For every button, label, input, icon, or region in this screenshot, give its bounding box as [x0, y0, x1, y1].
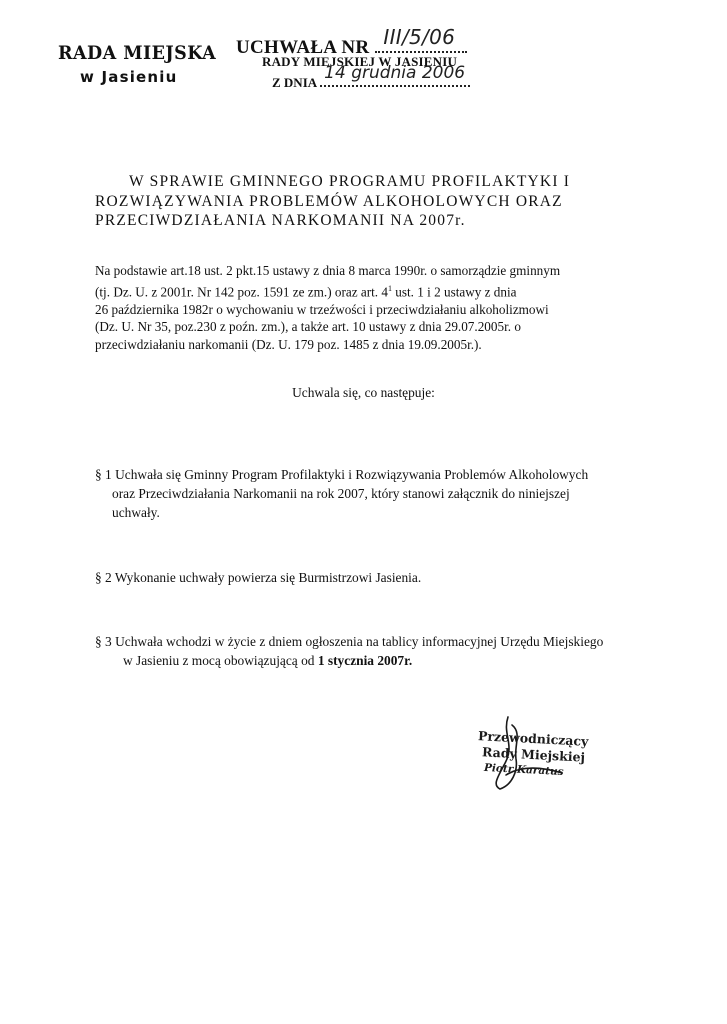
preamble-line-2: [95, 280, 635, 301]
signature-name: Piotr Karatus: [483, 761, 564, 779]
council-stamp-line2: w Jasieniu: [80, 68, 178, 86]
paragraph-3-line-2a: w Jasieniu z mocą obowiązującą od: [123, 653, 318, 668]
handwritten-signature-icon: [472, 715, 592, 795]
subject-line-1: W SPRAWIE GMINNEGO PROGRAMU PROFILAKTYKI I: [129, 173, 571, 190]
resolves-heading: Uchwala się, co następuje:: [292, 385, 435, 400]
paragraph-1-line-3: uchwały.: [112, 505, 160, 520]
preamble-superscript: 1: [387, 283, 392, 293]
legal-basis-paragraph: [95, 262, 635, 353]
date-value: 14 grudnia 2006: [324, 63, 466, 83]
preamble-line-4: (Dz. U. Nr 35, poz.230 z poźn. zm.), a także art. 10 ustawy z dnia 29.07.2005r. o: [95, 319, 521, 335]
paragraph-3-line-1: § 3 Uchwała wchodzi w życie z dniem ogłoszenia na tablicy informacyjnej Urzędu Miejskiego: [95, 634, 604, 649]
council-stamp-line1: RADA MIEJSKA: [58, 42, 217, 64]
paragraph-2-line-1: § 2 Wykonanie uchwały powierza się Burmistrzowi Jasienia.: [95, 570, 422, 585]
paragraph-1-line-1: § 1 Uchwała się Gminny Program Profilaktyki i Rozwiązywania Problemów Alkoholowych: [95, 467, 589, 482]
resolution-number-field: [375, 25, 467, 53]
paragraph-3: [95, 632, 603, 670]
resolution-label: UCHWAŁA NR: [236, 37, 370, 58]
preamble-line-2b: ust. 1 i 2 ustawy z dnia: [391, 283, 517, 299]
date-field: [320, 63, 470, 87]
preamble-line-1: Na podstawie art.18 ust. 2 pkt.15 ustawy z dnia 8 marca 1990r. o samorządzie gminnym: [95, 263, 561, 278]
preamble-line-3: 26 października 1982r o wychowaniu w trzeźwości i przeciwdziałaniu alkoholizmowi: [95, 301, 549, 317]
paragraph-1: [95, 465, 588, 522]
paragraph-1-line-2: oraz Przeciwdziałania Narkomanii na rok 2007, który stanowi załącznik do niniejszej: [112, 486, 570, 501]
resolution-date: [272, 63, 470, 91]
signature-title: Przewodniczący: [477, 728, 589, 749]
resolution-council: RADY MIEJSKIEJ W JASIENIU: [262, 54, 458, 69]
signature-stamp: [472, 715, 592, 795]
subject-line-2: ROZWIĄZYWANIA PROBLEMÓW ALKOHOLOWYCH ORAZ: [95, 192, 563, 210]
subject-line-3: PRZECIWDZIAŁANIA NARKOMANII NA 2007r.: [95, 212, 466, 229]
paragraph-3-line-2: [95, 651, 603, 670]
document-subject: [95, 172, 615, 231]
date-label: Z DNIA: [272, 75, 318, 90]
preamble-line-2a: (tj. Dz. U. z 2001r. Nr 142 poz. 1591 ze zm.) oraz art. 4: [95, 283, 388, 299]
paragraph-2: [95, 568, 421, 587]
signature-council: Rady Miejskiej: [481, 744, 586, 765]
preamble-line-5: przeciwdziałaniu narkomanii (Dz. U. 179 poz. 1485 z dnia 19.09.2005r.).: [95, 336, 482, 352]
effective-date: 1 stycznia 2007r.: [317, 653, 413, 668]
resolution-number: III/5/06: [383, 25, 456, 49]
